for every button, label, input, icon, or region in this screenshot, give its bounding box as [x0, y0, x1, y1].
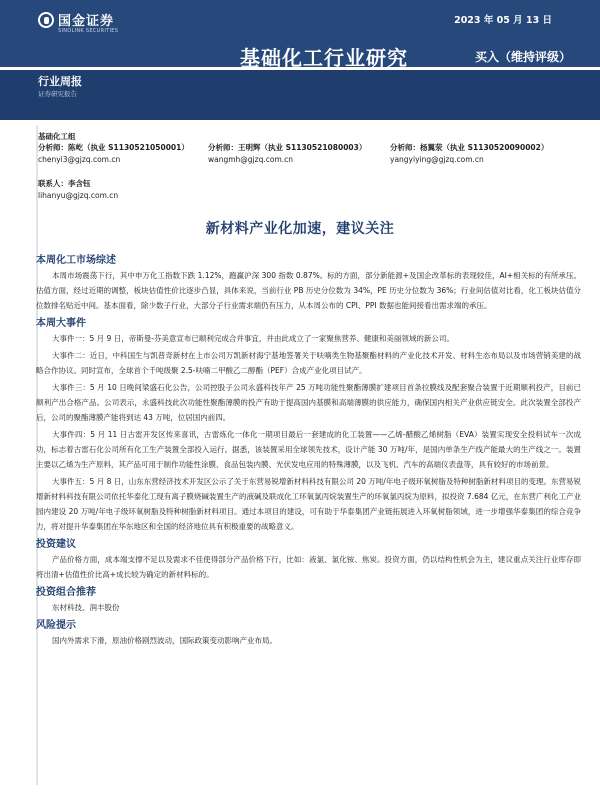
report-subtype: 证券研究报告	[38, 90, 77, 98]
section-title-advice: 投资建议	[36, 539, 76, 550]
report-headline: 新材料产业化加速，建议关注	[205, 221, 395, 237]
section-title-market: 本周化工市场综述	[36, 255, 116, 266]
event-item: 大事件四：5 月 11 日古雷开发区传来喜讯，古雷炼化一体化一期项目最后一套建成的化工装置——乙烯-醋酸乙烯树脂（EVA）装置实现安全投料试车一次成功，标志着古雷石化公司所有化工生产装置全部投入运行。据悉，该装置采用全球领先技术，设计产能 30 万吨/年，是国内单条生产线产能最大的生产线之一。装置主要以乙烯为生产原料，其产品可用于制作功能性涂膜、食品包装内膜、光伏发电应用的特殊薄膜，以及飞机、汽车的高端仪表盘等，具有较好的市场前景。	[36, 430, 581, 469]
rating-badge: 买入（维持评级）	[475, 50, 572, 64]
analyst-email[interactable]: chenyi3@gjzq.com.cn	[38, 155, 121, 164]
event-item: 大事件五：5 月 8 日，山东东营经济技术开发区公示了关于东营易锐增新材料科技有限公司 20 万吨/年电子级环氧树脂及特种树脂新材料项目的变理。东营易锐增新材料科技有限公司依托华泰化工现有离子膜烧碱装置生产的液碱及联成化工环氧氯丙烷装置生产的环氧氯丙烷为原料，拟投资 7.684 亿元，在东营广利化工产业园内建设 20 万吨/年电子级环氧树脂及特种树脂新材料项目。通过本项目的建设，可有助于华泰集团产业链拓展进入环氧树脂领域，进一步增强华泰集团的综合竞争力，将对提升华泰集团在华东地区和全国的经济地位具有积极重要的战略意义。	[36, 477, 581, 531]
report-type: 行业周报	[38, 75, 82, 88]
brand-subtitle: SINOLINK SECURITIES	[58, 28, 119, 34]
brand-logo	[38, 10, 114, 29]
section-title-portfolio: 投资组合推荐	[36, 587, 96, 598]
brand-name: 国金证券	[58, 14, 115, 29]
event-item: 大事件二：近日，中科国生与凯普奇新材在上市公司万凯新材海宁基地签署关于呋喃类生物基聚酯材料的产业化技术开发、材料生态布局以及市场营销美建的战略合作协议。同时宣布，全球首个千吨级聚 2.5-呋喃二甲酸乙二醇酯（PEF）合成产业化项目试产。	[36, 351, 581, 375]
event-item: 大事件一：5 月 9 日，帝斯曼-芬美意宣布已顺利完成合并事宜，并由此成立了一家聚焦营养、健康和美丽领域的新公司。	[52, 334, 454, 343]
event-item: 大事件三：5 月 10 日晚间梁盛石化公告，公司控股子公司永盛科技年产 25 万吨功能性聚酯薄膜扩建项目首条拉膜线及配套聚合装置于近期顺利投产，目前已顺利产出合格产品。公司表示，永盛科技此次功能性聚酯薄膜的投产有助于提高国内基膜和高端薄膜的供应能力，确保国内相关产业供应链安全。此次装置全部投产后，公司的聚酯薄膜产能将到达 43 万吨，位居国内前四。	[36, 383, 581, 422]
analyst-email[interactable]: wangmh@gjzq.com.cn	[208, 155, 294, 164]
market-summary: 本周市场震荡下行，其中申万化工指数下跌 1.12%，跑赢沪深 300 指数 0.87%。标的方面，部分新能源+及国企改革标的表现较佳，AI+相关标的有所承压。估值方面，经过近期的调整，板块估值性价比逐步凸显，具体来说，当前行业 PB 历史分位数为 34%，PE 历史分位数为 36%；行业间估值对比看，化工板块估值分位数排名贴近中间。基本面看，除少数子行业，大部分子行业需求端仍有压力，从本周公布的 CPI、PPI 数据也能间接看出需求端的承压。	[36, 271, 581, 310]
report-body	[36, 250, 581, 648]
analyst-title: 分析师：王明辉（执业 S1130521080003）	[208, 143, 367, 152]
team-name: 基础化工组	[38, 132, 76, 141]
analyst-card	[390, 142, 548, 166]
risk-warning: 国内外需求下滑，原油价格剧烈波动，国际政策变动影响产业布局。	[52, 636, 277, 645]
report-date: 2023 年 05 月 13 日	[454, 15, 552, 26]
contact-card	[38, 178, 118, 202]
section-title-events: 本周大事件	[36, 318, 86, 329]
analyst-title: 分析师：陈屹（执业 S1130521050001）	[38, 143, 189, 152]
analyst-card	[208, 142, 366, 166]
analyst-card	[38, 142, 189, 166]
analyst-email[interactable]: yangyiying@gjzq.com.cn	[390, 155, 484, 164]
report-title: 基础化工行业研究	[240, 46, 408, 70]
investment-advice: 产品价格方面，成本端支撑不足以及需求不佳使得部分产品价格下行，比如：液氯、氯化铵、焦炭。投资方面，仍以结构性机会为主，建议重点关注行业库存即将出清+估值性价比高+成长较为确定的新材料标的。	[36, 555, 581, 579]
brand-logo-icon	[38, 12, 54, 28]
analyst-title: 分析师：杨翼荥（执业 S1130520090002）	[390, 143, 549, 152]
header-banner	[0, 0, 600, 120]
section-title-risk: 风险提示	[36, 620, 76, 631]
contact-title: 联系人：李含钰	[38, 179, 91, 188]
portfolio-recommendation: 东材科技、润丰股份	[52, 603, 120, 612]
contact-email[interactable]: lihanyu@gjzq.com.cn	[38, 191, 119, 200]
